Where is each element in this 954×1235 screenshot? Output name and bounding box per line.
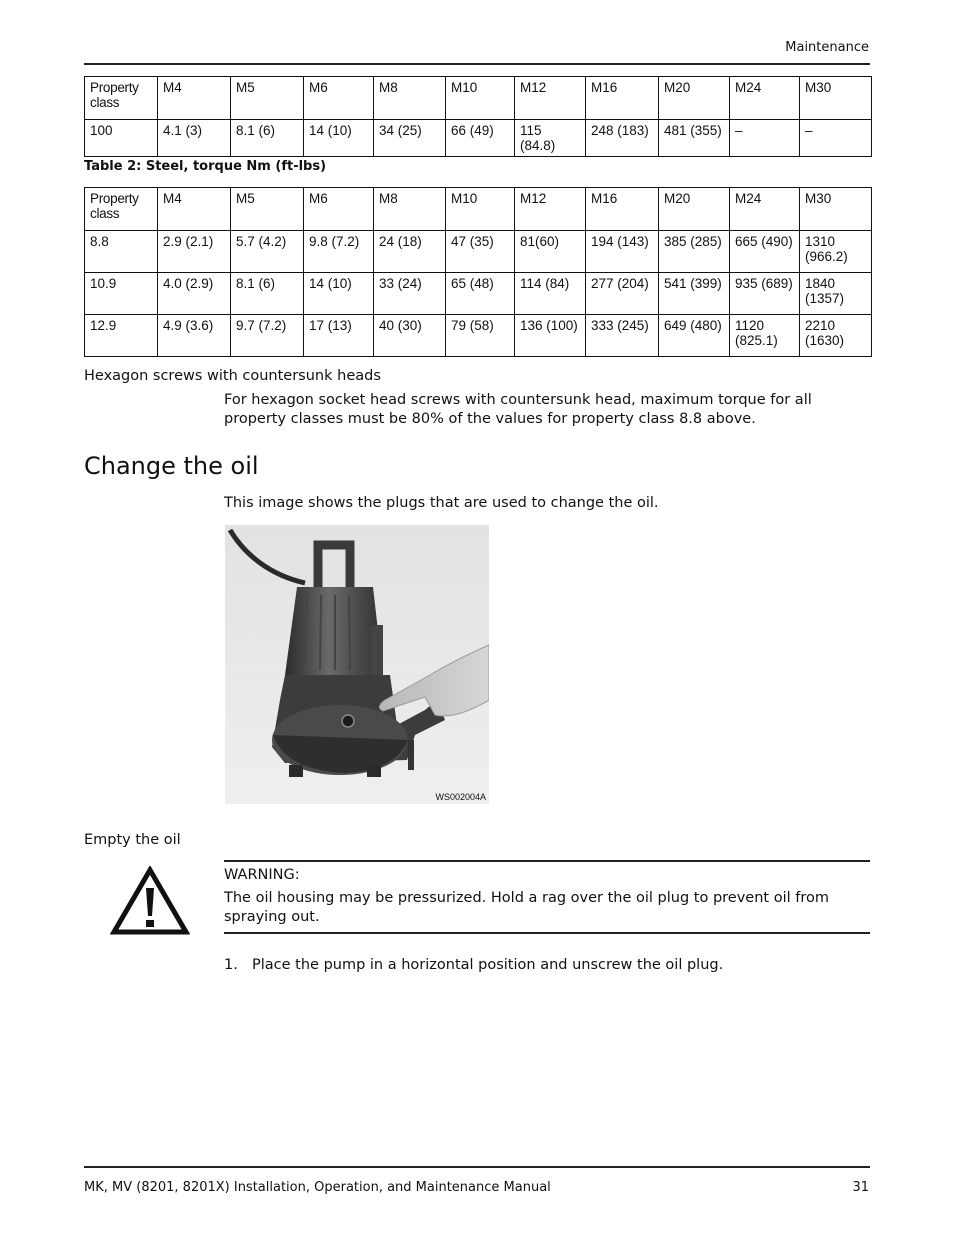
table-cell: 115 (84.8) bbox=[515, 120, 586, 157]
column-header: M10 bbox=[446, 188, 515, 231]
table-cell: 8.8 bbox=[85, 231, 158, 273]
change-oil-title: Change the oil bbox=[84, 452, 259, 480]
column-header: M30 bbox=[800, 188, 872, 231]
table-cell: 665 (490) bbox=[730, 231, 800, 273]
table-cell: 34 (25) bbox=[374, 120, 446, 157]
table-cell: 100 bbox=[85, 120, 158, 157]
table-cell: 481 (355) bbox=[659, 120, 730, 157]
table-cell: 1840 (1357) bbox=[800, 273, 872, 315]
table-cell: 541 (399) bbox=[659, 273, 730, 315]
table-cell: 4.0 (2.9) bbox=[158, 273, 231, 315]
table-cell: 1310 (966.2) bbox=[800, 231, 872, 273]
countersunk-heading: Hexagon screws with countersunk heads bbox=[84, 368, 381, 384]
column-header: M5 bbox=[231, 188, 304, 231]
column-header: M24 bbox=[730, 188, 800, 231]
table-cell: 9.8 (7.2) bbox=[304, 231, 374, 273]
column-header: M24 bbox=[730, 77, 800, 120]
table-cell: 8.1 (6) bbox=[231, 120, 304, 157]
table-cell: 385 (285) bbox=[659, 231, 730, 273]
column-header: M16 bbox=[586, 77, 659, 120]
step-text: Place the pump in a horizontal position and unscrew the oil plug. bbox=[252, 957, 724, 973]
pump-illustration bbox=[225, 525, 489, 804]
change-oil-intro: This image shows the plugs that are used to change the oil. bbox=[224, 495, 659, 511]
table-cell: 81(60) bbox=[515, 231, 586, 273]
step-number: 1. bbox=[224, 957, 238, 973]
table-cell: 2.9 (2.1) bbox=[158, 231, 231, 273]
table-cell: 277 (204) bbox=[586, 273, 659, 315]
table-cell: 1120 (825.1) bbox=[730, 315, 800, 357]
table-cell: 2210 (1630) bbox=[800, 315, 872, 357]
table-cell: 935 (689) bbox=[730, 273, 800, 315]
table-row bbox=[85, 273, 872, 315]
table-cell: 14 (10) bbox=[304, 273, 374, 315]
warning-text: The oil housing may be pressurized. Hold a rag over the oil plug to prevent oil from spraying out. bbox=[224, 890, 829, 925]
table-cell: 33 (24) bbox=[374, 273, 446, 315]
figure-code: WS002004A bbox=[435, 792, 486, 802]
warning-triangle-icon bbox=[110, 866, 190, 936]
table-cell: 4.9 (3.6) bbox=[158, 315, 231, 357]
table-cell: 194 (143) bbox=[586, 231, 659, 273]
column-header: M20 bbox=[659, 77, 730, 120]
table-cell: 10.9 bbox=[85, 273, 158, 315]
table-cell: 5.7 (4.2) bbox=[231, 231, 304, 273]
column-header: M20 bbox=[659, 188, 730, 231]
column-header: Property class bbox=[85, 188, 158, 231]
section-header: Maintenance bbox=[785, 40, 869, 55]
column-header: M8 bbox=[374, 77, 446, 120]
table-cell: 4.1 (3) bbox=[158, 120, 231, 157]
table-cell: 17 (13) bbox=[304, 315, 374, 357]
table-cell: 66 (49) bbox=[446, 120, 515, 157]
table-cell: 14 (10) bbox=[304, 120, 374, 157]
table-cell: 333 (245) bbox=[586, 315, 659, 357]
table-cell: 649 (480) bbox=[659, 315, 730, 357]
column-header: M12 bbox=[515, 188, 586, 231]
table-header-row bbox=[85, 188, 872, 231]
table-cell: 248 (183) bbox=[586, 120, 659, 157]
table-header-row bbox=[85, 77, 872, 120]
footer-rule bbox=[84, 1166, 870, 1168]
column-header: M10 bbox=[446, 77, 515, 120]
page-number: 31 bbox=[852, 1180, 869, 1195]
table-row bbox=[85, 315, 872, 357]
table-cell: 47 (35) bbox=[446, 231, 515, 273]
column-header: M30 bbox=[800, 77, 872, 120]
pump-photo bbox=[225, 525, 489, 804]
warning-bottom-rule bbox=[224, 932, 870, 934]
table-cell: 114 (84) bbox=[515, 273, 586, 315]
header-rule bbox=[84, 63, 870, 65]
column-header: Property class bbox=[85, 77, 158, 120]
warning-label: WARNING: bbox=[224, 867, 300, 883]
column-header: M5 bbox=[231, 77, 304, 120]
table-row bbox=[85, 231, 872, 273]
column-header: M12 bbox=[515, 77, 586, 120]
table-cell: 24 (18) bbox=[374, 231, 446, 273]
column-header: M4 bbox=[158, 188, 231, 231]
table-cell: 12.9 bbox=[85, 315, 158, 357]
column-header: M6 bbox=[304, 188, 374, 231]
column-header: M6 bbox=[304, 77, 374, 120]
torque-table-steel bbox=[84, 187, 872, 357]
countersunk-text: For hexagon socket head screws with countersunk head, maximum torque for all property classes must be 80% of the values for property class 8.8 above. bbox=[224, 392, 812, 427]
warning-top-rule bbox=[224, 860, 870, 862]
table-cell: – bbox=[730, 120, 800, 157]
table-row bbox=[85, 120, 872, 157]
table-cell: – bbox=[800, 120, 872, 157]
table-caption: Table 2: Steel, torque Nm (ft-lbs) bbox=[84, 159, 327, 174]
footer-title: MK, MV (8201, 8201X) Installation, Operation, and Maintenance Manual bbox=[84, 1180, 551, 1195]
column-header: M8 bbox=[374, 188, 446, 231]
empty-oil-heading: Empty the oil bbox=[84, 832, 181, 848]
table-cell: 8.1 (6) bbox=[231, 273, 304, 315]
column-header: M16 bbox=[586, 188, 659, 231]
column-header: M4 bbox=[158, 77, 231, 120]
table-cell: 65 (48) bbox=[446, 273, 515, 315]
table-cell: 9.7 (7.2) bbox=[231, 315, 304, 357]
table-cell: 136 (100) bbox=[515, 315, 586, 357]
table-cell: 40 (30) bbox=[374, 315, 446, 357]
torque-table-stainless bbox=[84, 76, 872, 157]
table-cell: 79 (58) bbox=[446, 315, 515, 357]
